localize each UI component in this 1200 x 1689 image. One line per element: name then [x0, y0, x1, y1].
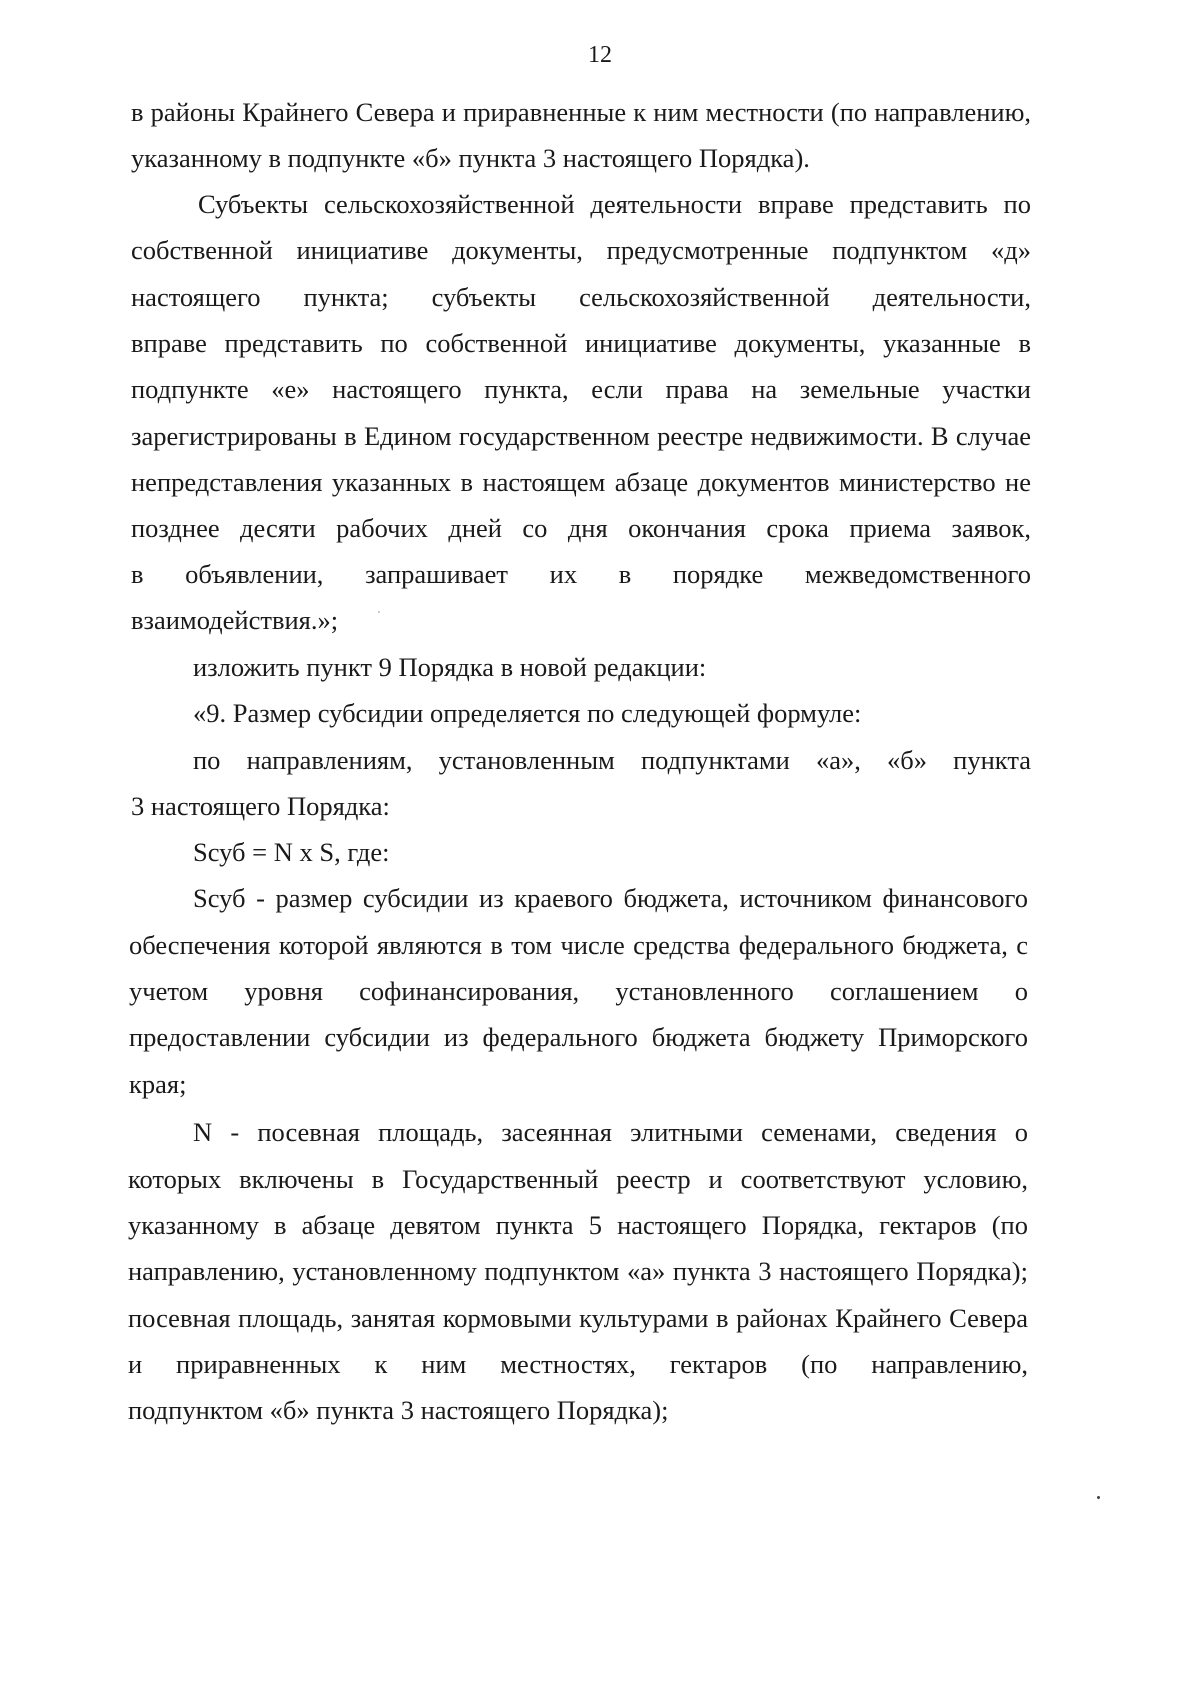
text-line: непредставления указанных в настоящем абзаце документов министерство не: [131, 467, 1031, 497]
text-line: Субъекты сельскохозяйственной деятельности вправе представить по: [198, 189, 1031, 219]
text-line: которых включены в Государственный реестр и соответствуют условию,: [128, 1164, 1028, 1194]
text-line: взаимодействия.»;: [131, 605, 339, 635]
text-line: указанному в подпункте «б» пункта 3 настоящего Порядка).: [131, 143, 810, 173]
text-line: в районы Крайнего Севера и приравненные к ним местности (по направлению,: [131, 97, 1031, 127]
text-line: подпункте «е» настоящего пункта, если права на земельные участки: [131, 374, 1031, 404]
text-line: и приравненных к ним местностях, гектаров (по направлению,: [128, 1349, 1028, 1379]
text-line: направлению, установленному подпунктом «а» пункта 3 настоящего Порядка);: [128, 1256, 1028, 1286]
text-line: N - посевная площадь, засеянная элитными семенами, сведения о: [193, 1117, 1028, 1147]
text-line: вправе представить по собственной инициативе документы, указанные в: [131, 328, 1031, 358]
text-line: изложить пункт 9 Порядка в новой редакции:: [193, 652, 707, 682]
text-line: собственной инициативе документы, предусмотренные подпунктом «д»: [131, 235, 1031, 265]
page-number: 12: [588, 42, 612, 68]
text-line: по направлениям, установленным подпунктами «а», «б» пункта: [193, 745, 1031, 775]
text-line: «9. Размер субсидии определяется по следующей формуле:: [193, 698, 862, 728]
text-line: учетом уровня софинансирования, установленного соглашением о: [129, 976, 1028, 1006]
text-line: края;: [129, 1069, 187, 1099]
text-line: обеспечения которой являются в том числе средства федерального бюджета, с: [129, 930, 1028, 960]
text-line: указанному в абзаце девятом пункта 5 настоящего Порядка, гектаров (по: [128, 1210, 1028, 1240]
text-line: позднее десяти рабочих дней со дня окончания срока приема заявок,: [131, 513, 1031, 543]
scan-speck: [378, 611, 380, 613]
text-line: Sсуб - размер субсидии из краевого бюджета, источником финансового: [193, 883, 1028, 913]
text-line: подпунктом «б» пункта 3 настоящего Порядка);: [128, 1395, 669, 1425]
scan-speck: [1097, 1496, 1100, 1499]
text-line: предоставлении субсидии из федерального бюджета бюджету Приморского: [129, 1022, 1028, 1052]
text-line: в объявлении, запрашивает их в порядке межведомственного: [131, 559, 1031, 589]
text-line: 3 настоящего Порядка:: [131, 791, 390, 821]
formula-line: Sсуб = N х S, где:: [193, 837, 390, 867]
text-line: настоящего пункта; субъекты сельскохозяйственной деятельности,: [131, 282, 1031, 312]
text-line: посевная площадь, занятая кормовыми культурами в районах Крайнего Севера: [128, 1303, 1028, 1333]
text-line: зарегистрированы в Едином государственном реестре недвижимости. В случае: [131, 421, 1031, 451]
